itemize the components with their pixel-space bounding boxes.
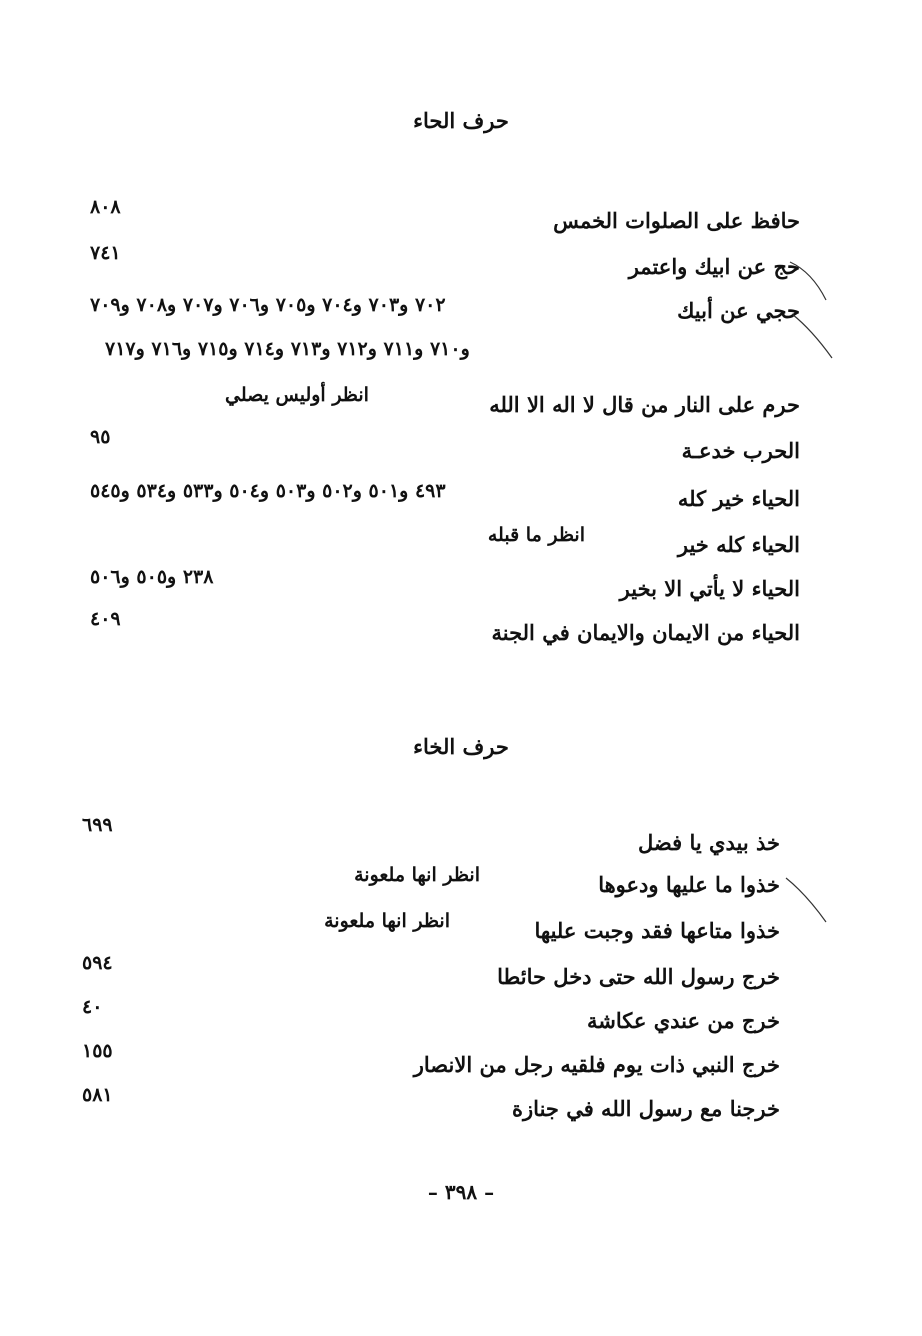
entry-reference: ٤٩٣ و٥٠١ و٥٠٢ و٥٠٣ و٥٠٤ و٥٣٣ و٥٣٤ و٥٤٥ [90, 480, 446, 502]
entry-reference: انظر أوليس يصلي [225, 384, 369, 406]
entry-phrase: خرجنا مع رسول الله في جنازة [512, 1096, 780, 1121]
entry-reference: ٨٠٨ [90, 196, 121, 218]
entry-phrase: خذوا ما عليها ودعوها [598, 872, 780, 897]
entry-phrase: الحياء لا يأتي الا بخير [619, 576, 800, 601]
entry-reference: ٦٩٩ [82, 814, 113, 836]
entry-reference: انظر ما قبله [487, 524, 585, 546]
entry-reference: انظر انها ملعونة [324, 910, 450, 932]
entry-phrase: خرج رسول الله حتى دخل حائطا [497, 964, 780, 989]
entry-reference: ٥٩٤ [82, 952, 113, 974]
pen-stroke [786, 878, 826, 922]
entry-reference: ٤٠٩ [90, 608, 121, 630]
entry-reference: ٩٥ [90, 426, 111, 448]
section-heading-ha: حرف الحاء [413, 108, 509, 133]
entry-phrase: الحياء خير كله [677, 486, 800, 511]
entry-phrase: خرج من عندي عكاشة [587, 1008, 780, 1033]
entry-phrase: حافظ على الصلوات الخمس [553, 208, 800, 233]
entry-reference: ١٥٥ [82, 1040, 113, 1062]
entry-phrase: خذوا متاعها فقد وجبت عليها [534, 918, 780, 943]
entry-reference: ٧٠٢ و٧٠٣ و٧٠٤ و٧٠٥ و٧٠٦ و٧٠٧ و٧٠٨ و٧٠٩ [90, 294, 446, 316]
entry-reference: ٢٣٨ و٥٠٥ و٥٠٦ [90, 566, 214, 588]
entry-phrase: حجي عن أبيك [677, 298, 800, 323]
pen-stroke [790, 262, 826, 300]
entry-phrase: خرج النبي ذات يوم فلقيه رجل من الانصار [413, 1052, 780, 1077]
page-number: – ٣٩٨ – [427, 1180, 495, 1204]
entry-phrase: حج عن ابيك واعتمر [628, 254, 800, 279]
section-heading-kha: حرف الخاء [413, 734, 509, 759]
entry-phrase: الحياء كله خير [677, 532, 800, 557]
entry-phrase: خذ بيدي يا فضل [638, 830, 780, 855]
pen-stroke [792, 314, 832, 358]
entry-reference: ٥٨١ [82, 1084, 113, 1106]
entry-reference: ٧٤١ [90, 242, 121, 264]
entry-reference: ٤٠ [82, 996, 103, 1018]
entry-phrase: الحرب خدعـة [681, 438, 800, 463]
entry-reference: انظر انها ملعونة [354, 864, 480, 886]
entry-reference-continuation: و٧١٠ و٧١١ و٧١٢ و٧١٣ و٧١٤ و٧١٥ و٧١٦ و٧١٧ [105, 338, 470, 360]
entry-phrase: الحياء من الايمان والايمان في الجنة [491, 620, 800, 645]
entry-phrase: حرم على النار من قال لا اله الا الله [489, 392, 800, 417]
